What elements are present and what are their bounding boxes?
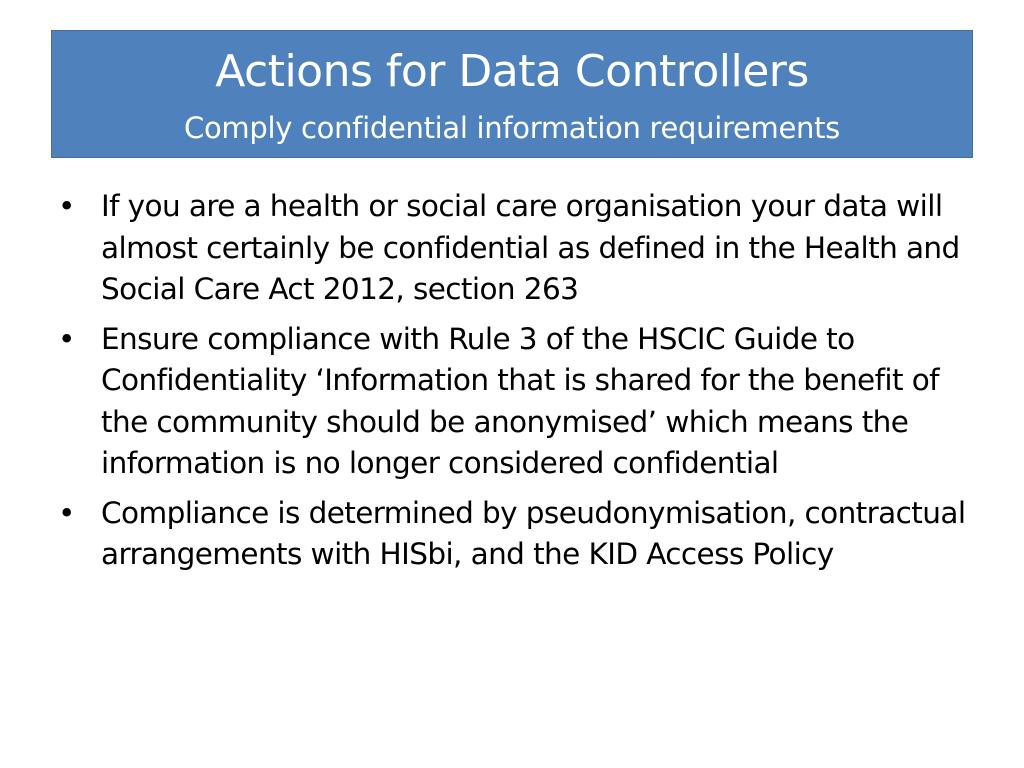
- slide-title: Actions for Data Controllers: [215, 46, 809, 97]
- slide-subtitle: Comply confidential information requirements: [184, 111, 840, 145]
- bullet-icon: •: [58, 321, 75, 356]
- bullet-text: Compliance is determined by pseudonymisation, contractual arrangements with HISbi, and the KID Access Policy: [101, 495, 966, 571]
- bullet-list: [56, 186, 966, 584]
- bullet-item: [56, 186, 966, 311]
- bullet-icon: •: [58, 495, 75, 530]
- bullet-item: [56, 493, 966, 576]
- bullet-text: If you are a health or social care organisation your data will almost certainly be confidential as defined in the Health and Social Care Act 2012, section 263: [101, 189, 960, 306]
- bullet-item: [56, 319, 966, 485]
- bullet-text: Ensure compliance with Rule 3 of the HSCIC Guide to Confidentiality ‘Information that is shared for the benefit of the community should be anonymised’ which means the information is no longer considered confidential: [101, 321, 939, 480]
- bullet-icon: •: [58, 189, 75, 223]
- title-banner: [51, 30, 973, 158]
